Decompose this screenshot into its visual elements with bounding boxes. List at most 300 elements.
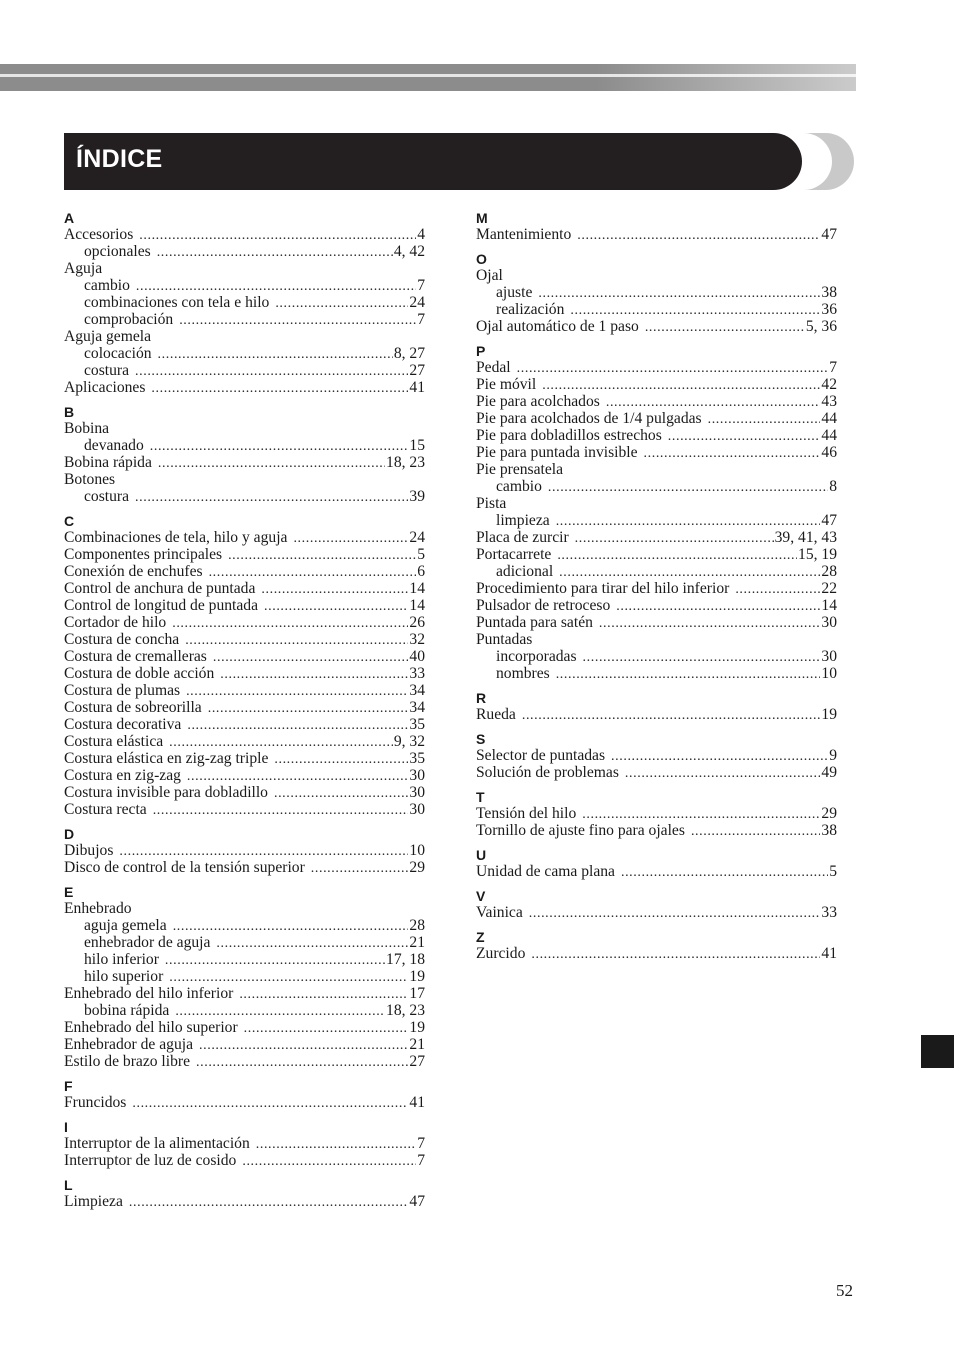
index-term: realización xyxy=(496,301,565,318)
index-page-ref: 14 xyxy=(821,597,837,614)
index-term: hilo inferior xyxy=(84,951,159,968)
index-term: Portacarrete xyxy=(476,546,552,563)
dot-leader xyxy=(169,734,393,751)
index-page-ref: 44 xyxy=(821,410,837,427)
dot-leader xyxy=(261,581,408,598)
index-page-ref: 10 xyxy=(821,665,837,682)
index-page-ref: 7 xyxy=(417,311,425,328)
index-term: Costura invisible para dobladillo xyxy=(64,784,268,801)
index-entry xyxy=(64,784,425,801)
dot-leader xyxy=(538,285,820,302)
index-page-ref: 19 xyxy=(409,968,425,985)
dot-leader xyxy=(187,768,408,785)
dot-leader xyxy=(132,1095,408,1112)
index-entry xyxy=(476,359,837,376)
dot-leader xyxy=(209,564,417,581)
index-term: Cortador de hilo xyxy=(64,614,167,631)
index-page-ref: 35 xyxy=(409,750,425,767)
index-term: cambio xyxy=(84,277,130,294)
index-page-ref: 38 xyxy=(821,284,837,301)
index-page-ref: 5, 36 xyxy=(805,318,837,335)
index-term: Enhebrador de aguja xyxy=(64,1036,194,1053)
index-entry xyxy=(64,1135,425,1152)
index-term: Dibujos xyxy=(64,842,114,859)
index-entry xyxy=(64,1053,425,1070)
dot-leader xyxy=(556,513,821,530)
index-entry xyxy=(64,379,425,396)
dot-leader xyxy=(293,530,408,547)
index-term: Costura de doble acción xyxy=(64,665,215,682)
index-entry xyxy=(476,546,837,563)
index-term: Pie para acolchados de 1/4 pulgadas xyxy=(476,410,702,427)
index-letter-heading: M xyxy=(476,210,488,226)
index-term: Conexión de enchufes xyxy=(64,563,203,580)
index-term: Costura decorativa xyxy=(64,716,182,733)
index-page-ref: 30 xyxy=(821,648,837,665)
dot-leader xyxy=(179,312,416,329)
index-subentry xyxy=(64,917,425,934)
dot-leader xyxy=(213,649,409,666)
index-entry xyxy=(64,665,425,682)
index-page-ref: 30 xyxy=(409,767,425,784)
index-term: Ojal automático de 1 paso xyxy=(476,318,639,335)
index-page-ref: 38 xyxy=(821,822,837,839)
index-term: Rueda xyxy=(476,706,516,723)
index-page-ref: 34 xyxy=(409,699,425,716)
index-term: Interruptor de luz de cosido xyxy=(64,1152,237,1169)
dot-leader xyxy=(557,547,797,564)
index-entry xyxy=(64,716,425,733)
index-entry xyxy=(64,842,425,859)
dot-leader xyxy=(611,748,828,765)
index-page-ref: 24 xyxy=(409,529,425,546)
index-page-ref: 43 xyxy=(821,393,837,410)
index-term: Procedimiento para tirar del hilo inferior xyxy=(476,580,730,597)
dot-leader xyxy=(135,489,408,506)
index-page-ref: 4, 42 xyxy=(393,243,425,260)
index-letter-heading: V xyxy=(476,888,486,904)
dot-leader xyxy=(529,905,821,922)
index-page-ref: 19 xyxy=(821,706,837,723)
index-page-ref: 7 xyxy=(417,1152,425,1169)
index-page-ref: 4 xyxy=(417,226,425,243)
index-entry xyxy=(476,226,837,243)
dot-leader xyxy=(208,700,409,717)
index-entry xyxy=(476,393,837,410)
index-page-ref: 9 xyxy=(829,747,837,764)
index-entry xyxy=(64,1152,425,1169)
index-term: incorporadas xyxy=(496,648,577,665)
index-term: Unidad de cama plana xyxy=(476,863,615,880)
dot-leader xyxy=(577,227,820,244)
index-entry xyxy=(64,801,425,818)
index-term: Componentes principales xyxy=(64,546,223,563)
index-term: cambio xyxy=(496,478,542,495)
index-page-ref: 10 xyxy=(409,842,425,859)
index-term: Mantenimiento xyxy=(476,226,572,243)
dot-leader xyxy=(150,438,409,455)
index-entry xyxy=(476,764,837,781)
index-subentry xyxy=(64,311,425,328)
dot-leader xyxy=(531,946,820,963)
index-entry xyxy=(64,1193,425,1210)
dot-leader xyxy=(542,377,820,394)
index-term: Pie móvil xyxy=(476,376,537,393)
index-entry xyxy=(64,546,425,563)
index-term: costura xyxy=(84,488,130,505)
dot-leader xyxy=(274,785,408,802)
index-page-ref: 7 xyxy=(417,277,425,294)
dot-leader xyxy=(644,445,821,462)
index-page-ref: 7 xyxy=(829,359,837,376)
index-term: Costura de plumas xyxy=(64,682,181,699)
index-letter-heading: E xyxy=(64,884,74,900)
index-entry xyxy=(64,699,425,716)
index-term: Tensión del hilo xyxy=(476,805,577,822)
index-page-ref: 35 xyxy=(409,716,425,733)
index-term: Pie para dobladillos estrechos xyxy=(476,427,662,444)
dot-leader xyxy=(559,564,820,581)
index-term: aguja gemela xyxy=(84,917,167,934)
index-subentry xyxy=(476,512,837,529)
dot-leader xyxy=(548,479,828,496)
dot-leader xyxy=(187,717,408,734)
index-subentry xyxy=(64,277,425,294)
index-page-ref: 9, 32 xyxy=(393,733,425,750)
dot-leader xyxy=(242,1153,416,1170)
index-page-ref: 47 xyxy=(821,226,837,243)
index-letter-heading: C xyxy=(64,513,75,529)
index-term: costura xyxy=(84,362,130,379)
index-term: Costura elástica xyxy=(64,733,164,750)
title-banner xyxy=(64,133,854,190)
index-term: Tornillo de ajuste fino para ojales xyxy=(476,822,685,839)
dot-leader xyxy=(625,765,820,782)
dot-leader xyxy=(735,581,820,598)
index-term: Pulsador de retroceso xyxy=(476,597,611,614)
dot-leader xyxy=(645,319,805,336)
dot-leader xyxy=(129,1194,409,1211)
index-letter-heading: F xyxy=(64,1078,73,1094)
dot-leader xyxy=(274,751,408,768)
index-entry xyxy=(64,614,425,631)
index-term: Disco de control de la tensión superior xyxy=(64,859,305,876)
index-entry xyxy=(476,427,837,444)
index-entry xyxy=(476,822,837,839)
index-entry xyxy=(476,945,837,962)
dot-leader xyxy=(153,802,409,819)
dot-leader xyxy=(175,1003,385,1020)
page-title: ÍNDICE xyxy=(76,145,163,173)
index-term: Puntadas xyxy=(476,631,533,648)
index-letter-heading: Z xyxy=(476,929,485,945)
index-entry xyxy=(476,597,837,614)
dot-leader xyxy=(244,1020,409,1037)
index-term: Selector de puntadas xyxy=(476,747,606,764)
index-column-left xyxy=(64,208,425,1210)
index-page-ref: 41 xyxy=(409,379,425,396)
dot-leader xyxy=(708,411,821,428)
index-term: Vainica xyxy=(476,904,523,921)
dot-leader xyxy=(228,547,416,564)
index-page-ref: 19 xyxy=(409,1019,425,1036)
dot-leader xyxy=(220,666,408,683)
index-subentry xyxy=(476,665,837,682)
index-page-ref: 49 xyxy=(821,764,837,781)
index-term: Pie para acolchados xyxy=(476,393,600,410)
dot-leader xyxy=(582,806,820,823)
index-subentry xyxy=(64,934,425,951)
index-term: Aguja gemela xyxy=(64,328,152,345)
dot-leader xyxy=(169,969,408,986)
index-page-ref: 17, 18 xyxy=(386,951,425,968)
dot-leader xyxy=(172,615,408,632)
index-letter-heading: S xyxy=(476,731,486,747)
index-page-ref: 27 xyxy=(409,362,425,379)
index-term: Placa de zurcir xyxy=(476,529,569,546)
index-subentry xyxy=(64,294,425,311)
index-entry xyxy=(64,1036,425,1053)
index-letter-heading: B xyxy=(64,404,75,420)
index-page-ref: 7 xyxy=(417,1135,425,1152)
index-page-ref: 34 xyxy=(409,682,425,699)
index-term: Solución de problemas xyxy=(476,764,619,781)
section-tab-marker xyxy=(921,1035,954,1068)
dot-leader xyxy=(583,649,821,666)
index-page-ref: 33 xyxy=(409,665,425,682)
index-page-ref: 24 xyxy=(409,294,425,311)
index-entry xyxy=(476,904,837,921)
index-term: Zurcido xyxy=(476,945,526,962)
index-entry xyxy=(476,529,837,546)
index-term: Interruptor de la alimentación xyxy=(64,1135,250,1152)
index-page-ref: 33 xyxy=(821,904,837,921)
index-entry xyxy=(64,529,425,546)
index-term: combinaciones con tela e hilo xyxy=(84,294,270,311)
index-entry xyxy=(64,563,425,580)
index-entry xyxy=(64,767,425,784)
index-term: Bobina rápida xyxy=(64,454,152,471)
index-subentry xyxy=(64,243,425,260)
dot-leader xyxy=(522,707,821,724)
dot-leader xyxy=(691,823,820,840)
index-page-ref: 8 xyxy=(829,478,837,495)
index-page-ref: 36 xyxy=(821,301,837,318)
index-subentry xyxy=(476,648,837,665)
index-page-ref: 46 xyxy=(821,444,837,461)
index-entry xyxy=(64,1019,425,1036)
dot-leader xyxy=(621,864,828,881)
dot-leader xyxy=(157,244,393,261)
index-page-ref: 18, 23 xyxy=(386,1002,425,1019)
index-term: Pista xyxy=(476,495,507,512)
index-term: Puntada para satén xyxy=(476,614,593,631)
index-term: comprobación xyxy=(84,311,174,328)
index-subentry xyxy=(64,1002,425,1019)
index-term: Pie prensatela xyxy=(476,461,564,478)
index-page-ref: 42 xyxy=(821,376,837,393)
dot-leader xyxy=(186,683,408,700)
index-subentry xyxy=(476,301,837,318)
index-term: opcionales xyxy=(84,243,151,260)
page-number: 52 xyxy=(836,1281,853,1300)
dot-leader xyxy=(151,380,408,397)
index-entry xyxy=(476,580,837,597)
index-entry xyxy=(64,631,425,648)
dot-leader xyxy=(158,346,393,363)
index-term: Costura de cremalleras xyxy=(64,648,207,665)
index-page-ref: 22 xyxy=(821,580,837,597)
index-letter-heading: U xyxy=(476,847,487,863)
index-term: Aplicaciones xyxy=(64,379,146,396)
dot-leader xyxy=(517,360,829,377)
index-letter-heading: O xyxy=(476,251,487,267)
dot-leader xyxy=(119,843,408,860)
index-letter-heading: P xyxy=(476,343,486,359)
index-entry xyxy=(64,985,425,1002)
dot-leader xyxy=(165,952,385,969)
index-term: Ojal xyxy=(476,267,503,284)
dot-leader xyxy=(556,666,821,683)
index-page-ref: 30 xyxy=(409,801,425,818)
index-entry xyxy=(64,226,425,243)
index-subentry xyxy=(64,345,425,362)
index-term: Fruncidos xyxy=(64,1094,127,1111)
index-term: Enhebrado del hilo inferior xyxy=(64,985,234,1002)
index-page-ref: 30 xyxy=(409,784,425,801)
dot-leader xyxy=(606,394,821,411)
index-term: Enhebrado del hilo superior xyxy=(64,1019,238,1036)
index-entry xyxy=(64,733,425,750)
dot-leader xyxy=(256,1136,416,1153)
index-term: Estilo de brazo libre xyxy=(64,1053,191,1070)
index-entry xyxy=(64,260,425,277)
index-term: nombres xyxy=(496,665,550,682)
index-page-ref: 47 xyxy=(821,512,837,529)
index-term: Aguja xyxy=(64,260,103,277)
index-page-ref: 44 xyxy=(821,427,837,444)
index-entry xyxy=(476,267,837,284)
index-entry xyxy=(64,597,425,614)
index-term: colocación xyxy=(84,345,152,362)
dot-leader xyxy=(599,615,820,632)
index-term: bobina rápida xyxy=(84,1002,170,1019)
index-term: Control de anchura de puntada xyxy=(64,580,256,597)
dot-leader xyxy=(616,598,820,615)
index-page-ref: 47 xyxy=(409,1193,425,1210)
index-term: Botones xyxy=(64,471,116,488)
index-subentry xyxy=(64,437,425,454)
index-page-ref: 28 xyxy=(409,917,425,934)
index-term: enhebrador de aguja xyxy=(84,934,211,951)
index-term: hilo superior xyxy=(84,968,164,985)
index-page-ref: 5 xyxy=(829,863,837,880)
dot-leader xyxy=(239,986,408,1003)
index-letter-heading: L xyxy=(64,1177,73,1193)
index-entry xyxy=(476,706,837,723)
dot-leader xyxy=(173,918,409,935)
index-entry xyxy=(64,580,425,597)
index-page-ref: 21 xyxy=(409,934,425,951)
index-page-ref: 6 xyxy=(417,563,425,580)
index-term: Limpieza xyxy=(64,1193,123,1210)
index-entry xyxy=(64,328,425,345)
index-subentry xyxy=(64,362,425,379)
index-term: Control de longitud de puntada xyxy=(64,597,259,614)
index-term: Costura de concha xyxy=(64,631,180,648)
index-letter-heading: R xyxy=(476,690,487,706)
index-letter-heading: I xyxy=(64,1119,68,1135)
index-subentry xyxy=(476,284,837,301)
index-letter-heading: A xyxy=(64,210,75,226)
dot-leader xyxy=(185,632,408,649)
index-entry xyxy=(476,805,837,822)
index-entry xyxy=(476,614,837,631)
dot-leader xyxy=(139,227,416,244)
index-page-ref: 17 xyxy=(409,985,425,1002)
index-page-ref: 5 xyxy=(417,546,425,563)
index-entry xyxy=(64,1094,425,1111)
index-page-ref: 21 xyxy=(409,1036,425,1053)
index-entry xyxy=(476,410,837,427)
dot-leader xyxy=(570,302,820,319)
index-page-ref: 41 xyxy=(821,945,837,962)
index-page-ref: 40 xyxy=(409,648,425,665)
index-page-ref: 15 xyxy=(409,437,425,454)
dot-leader xyxy=(668,428,821,445)
index-entry xyxy=(476,376,837,393)
index-entry xyxy=(476,863,837,880)
dot-leader xyxy=(216,935,408,952)
index-term: Pie para puntada invisible xyxy=(476,444,638,461)
index-page-ref: 39 xyxy=(409,488,425,505)
index-entry xyxy=(476,461,837,478)
index-page-ref: 30 xyxy=(821,614,837,631)
index-entry xyxy=(476,318,837,335)
index-entry xyxy=(476,495,837,512)
index-subentry xyxy=(64,968,425,985)
index-page-ref: 29 xyxy=(409,859,425,876)
dot-leader xyxy=(264,598,408,615)
index-term: Costura elástica en zig-zag triple xyxy=(64,750,269,767)
index-letter-heading: D xyxy=(64,826,75,842)
index-term: adicional xyxy=(496,563,554,580)
dot-leader xyxy=(575,530,774,547)
index-page-ref: 39, 41, 43 xyxy=(774,529,837,546)
index-subentry xyxy=(476,563,837,580)
dot-leader xyxy=(135,363,408,380)
index-page-ref: 27 xyxy=(409,1053,425,1070)
index-term: Enhebrado xyxy=(64,900,132,917)
index-entry xyxy=(64,750,425,767)
index-entry xyxy=(476,444,837,461)
index-term: Accesorios xyxy=(64,226,134,243)
header-stripe xyxy=(0,64,856,91)
index-term: Costura recta xyxy=(64,801,147,818)
index-page-ref: 18, 23 xyxy=(386,454,425,471)
index-entry xyxy=(64,420,425,437)
index-term: Bobina xyxy=(64,420,110,437)
index-column-right xyxy=(476,208,837,962)
dot-leader xyxy=(275,295,408,312)
index-page-ref: 28 xyxy=(821,563,837,580)
dot-leader xyxy=(199,1037,408,1054)
dot-leader xyxy=(136,278,416,295)
index-entry xyxy=(64,900,425,917)
index-term: Combinaciones de tela, hilo y aguja xyxy=(64,529,288,546)
index-subentry xyxy=(64,951,425,968)
index-term: devanado xyxy=(84,437,144,454)
